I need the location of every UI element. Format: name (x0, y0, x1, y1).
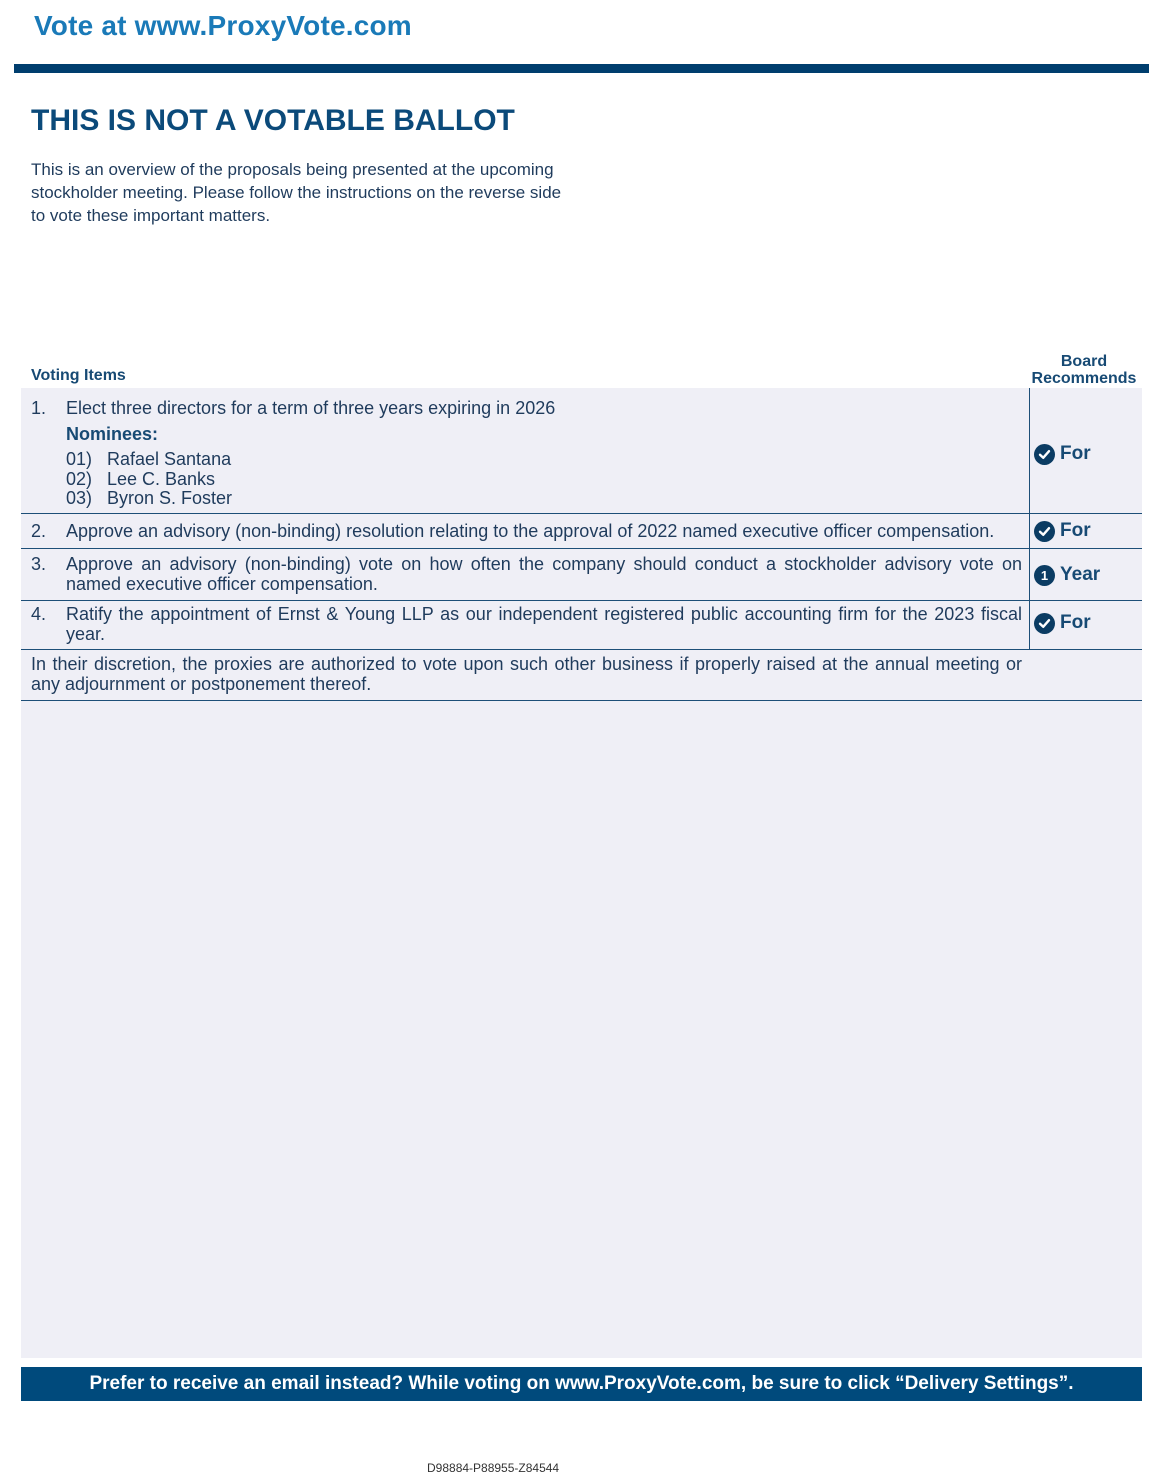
voting-items-header: Voting Items (31, 367, 126, 384)
column-divider (1029, 388, 1030, 513)
discretion-row (21, 650, 1142, 701)
nominees-label: Nominees: (66, 424, 159, 444)
column-divider (1029, 601, 1030, 649)
nominee-name: Rafael Santana (107, 449, 232, 469)
discretion-text: In their discretion, the proxies are authorized to vote upon such other business if properly raised at the annual meeting or any adjournment or postponement thereof. (31, 654, 1022, 694)
voting-item-1 (21, 388, 1142, 514)
check-circle-icon (1034, 444, 1055, 465)
number-one-circle-icon (1034, 565, 1055, 586)
control-code: D98884-P88955-Z84544 (427, 1461, 560, 1475)
voting-item-4 (21, 601, 1142, 650)
column-divider (1029, 549, 1030, 600)
item-text: Approve an advisory (non-binding) resolution relating to the approval of 2022 named executive officer compensation. (66, 521, 995, 541)
recommendation-year (1034, 564, 1100, 586)
nominee-1 (66, 449, 231, 469)
email-delivery-banner (21, 1367, 1142, 1401)
voting-item-2 (21, 514, 1142, 549)
board-recommends-line2: Recommends (1031, 370, 1137, 387)
check-circle-icon (1034, 613, 1055, 634)
item-number: 2. (31, 521, 47, 541)
nominee-3 (66, 488, 232, 508)
intro-paragraph: This is an overview of the proposals being presented at the upcoming stockholder meeting. Please follow the instructions on the reverse side to vote these important matters. (31, 160, 562, 225)
recommendation-for (1034, 612, 1091, 634)
voting-item-3 (21, 549, 1142, 601)
item-text: Ratify the appointment of Ernst & Young LLP as our independent registered public accounting firm for the 2023 fiscal year. (66, 604, 1022, 644)
recommendation-label: Year (1060, 564, 1101, 585)
vote-link-header[interactable]: Vote at www.ProxyVote.com (34, 10, 412, 41)
badge-digit: 1 (1040, 567, 1049, 583)
header-divider-bar (14, 64, 1149, 73)
item-number: 3. (31, 554, 47, 574)
nominee-number: 01) (66, 449, 93, 469)
recommendation-label: For (1060, 612, 1091, 633)
recommendation-for (1034, 443, 1091, 465)
nominee-name: Lee C. Banks (107, 469, 216, 489)
check-circle-icon (1034, 521, 1055, 542)
board-recommends-line1: Board (1060, 353, 1108, 370)
nominee-number: 02) (66, 469, 93, 489)
item-text: Approve an advisory (non-binding) vote on how often the company should conduct a stockholder advisory vote on named executive officer compensation. (66, 554, 1022, 594)
recommendation-label: For (1060, 443, 1091, 464)
email-delivery-text: Prefer to receive an email instead? While voting on www.ProxyVote.com, be sure to click “Delivery Settings”. (89, 1373, 1074, 1394)
item-text: Elect three directors for a term of three years expiring in 2026 (66, 398, 556, 418)
column-divider (1029, 514, 1030, 548)
page-title: THIS IS NOT A VOTABLE BALLOT (31, 104, 515, 137)
recommendation-for (1034, 520, 1091, 542)
item-number: 1. (31, 398, 47, 418)
nominee-number: 03) (66, 488, 93, 508)
item-number: 4. (31, 604, 47, 624)
recommendation-label: For (1060, 520, 1091, 541)
nominee-name: Byron S. Foster (107, 488, 233, 508)
nominee-2 (66, 469, 215, 489)
board-recommends-header (1029, 353, 1139, 387)
